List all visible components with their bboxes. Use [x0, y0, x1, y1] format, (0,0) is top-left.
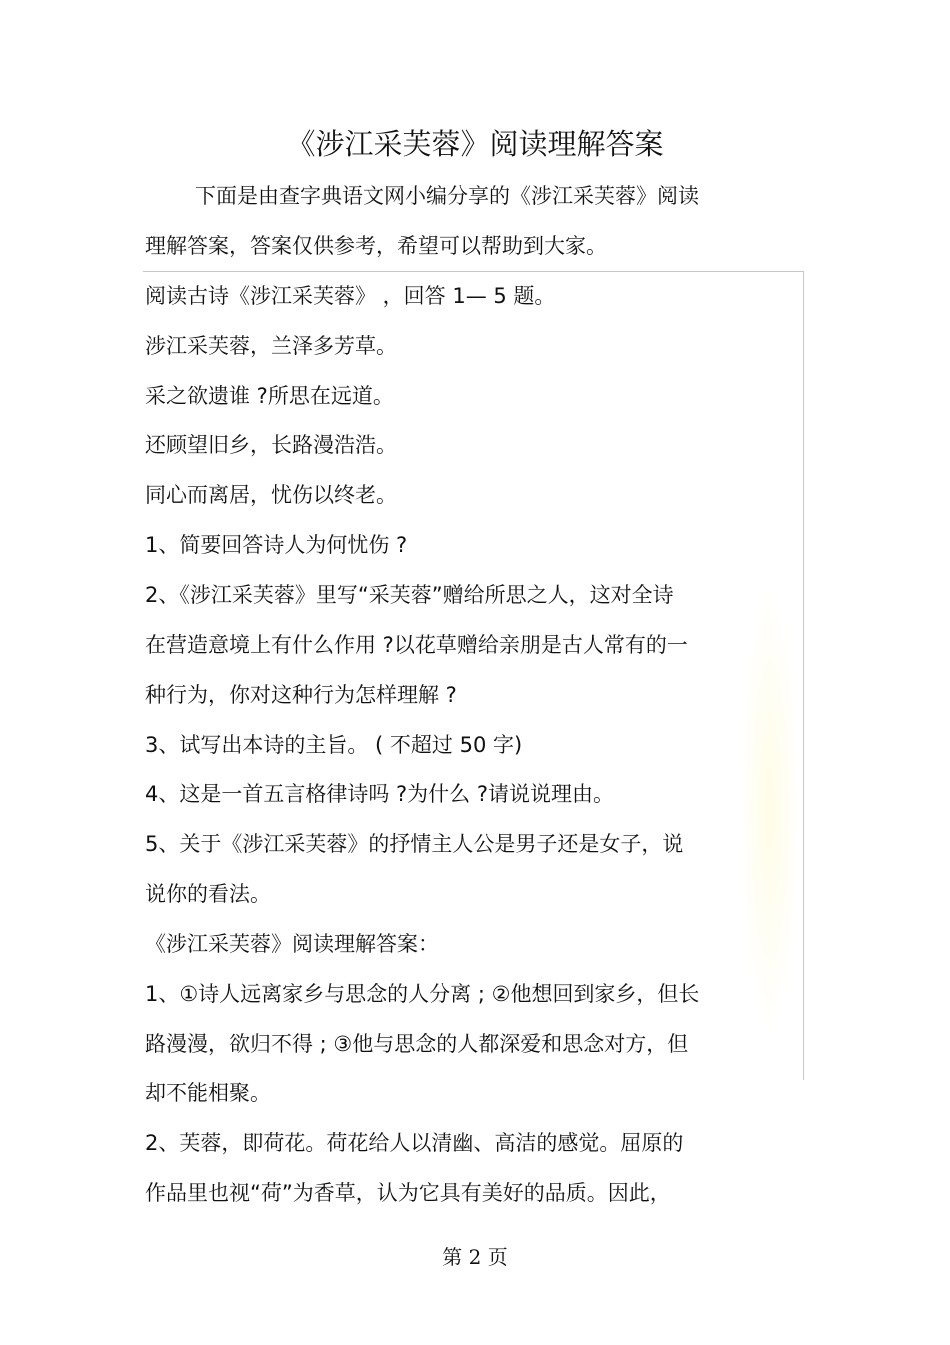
text-line: 2、芙蓉，即荷花。荷花给人以清幽、高洁的感觉。屈原的	[145, 1131, 684, 1155]
text-line: 同心而离居，忧伤以终老。	[145, 483, 397, 507]
text-line: 却不能相聚。	[145, 1081, 271, 1105]
text-line: 5、关于《涉江采芙蓉》的抒情主人公是男子还是女子，说	[145, 832, 684, 856]
text-line: 4、这是一首五言格律诗吗 ?为什么 ?请说说理由。	[145, 782, 615, 806]
page-title: 《涉江采芙蓉》阅读理解答案	[286, 127, 664, 161]
text-line: 路漫漫，欲归不得 ; ③他与思念的人都深爱和思念对方，但	[145, 1032, 689, 1056]
text-line: 在营造意境上有什么作用 ?以花草赠给亲朋是古人常有的一	[145, 633, 688, 657]
page-number: 第 2 页	[442, 1245, 508, 1269]
text-line: 采之欲遗谁 ?所思在远道。	[145, 384, 394, 408]
text-line: 1、①诗人远离家乡与思念的人分离 ; ②他想回到家乡，但长	[145, 982, 700, 1006]
text-line: 还顾望旧乡，长路漫浩浩。	[145, 433, 397, 457]
text-line: 2、《涉江采芙蓉》里写“采芙蓉”赠给所思之人，这对全诗	[145, 583, 674, 607]
text-line: 种行为，你对这种行为怎样理解 ?	[145, 683, 457, 707]
text-line: 1、简要回答诗人为何忧伤 ?	[145, 533, 408, 557]
text-line: 3、试写出本诗的主旨。 ( 不超过 50 字)	[145, 733, 523, 757]
text-line: 作品里也视“荷”为香草，认为它具有美好的品质。因此，	[145, 1181, 671, 1205]
text-line: 说你的看法。	[145, 882, 271, 906]
intro-line-1: 下面是由查字典语文网小编分享的《涉江采芙蓉》阅读	[195, 184, 699, 208]
text-line: 阅读古诗《涉江采芙蓉》 ，回答 1— 5 题。	[145, 284, 556, 308]
intro-line-2: 理解答案，答案仅供参考，希望可以帮助到大家。	[145, 234, 607, 258]
text-line: 《涉江采芙蓉》阅读理解答案：	[145, 932, 439, 956]
text-line: 涉江采芙蓉，兰泽多芳草。	[145, 334, 397, 358]
